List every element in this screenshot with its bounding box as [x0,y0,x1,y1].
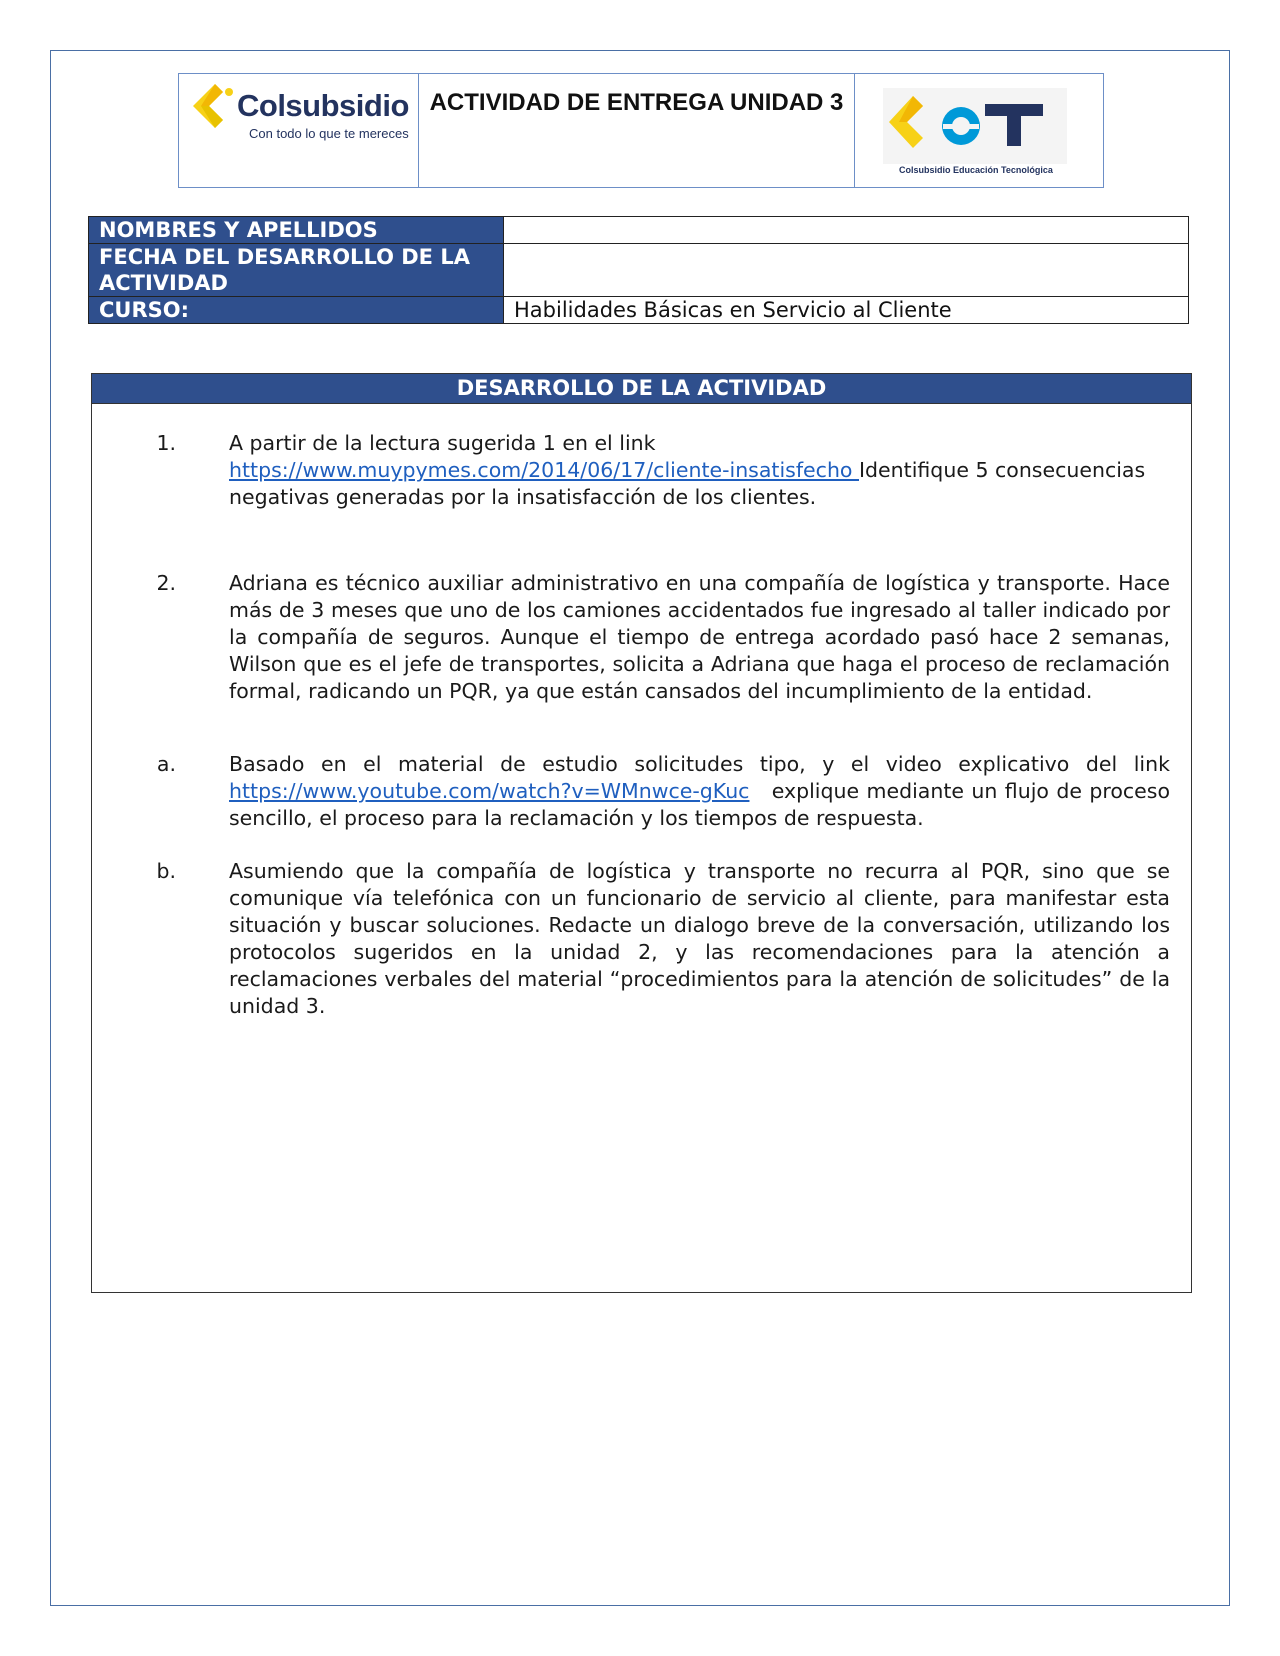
youtube-link[interactable]: https://www.youtube.com/watch?v=WMnwce-gKuc [229,779,750,803]
date-value[interactable] [504,244,1189,297]
item-marker: 2. [156,571,176,595]
cet-logo-mark-icon [883,88,1067,158]
item-marker: a. [156,752,176,776]
item-text: Asumiendo que la compañía de logística y transporte no recurra al PQR, sino que se comunique vía telefónica con un funcionario de servicio al cliente, para manifestar esta situación y buscar soluciones. Redacte un dialogo breve de la conversación, utilizando los protocolos sugeridos en la unidad 2, y las recomendaciones para la atención a reclamaciones verbales del material “procedimientos para la atención de solicitudes” de la unidad 3. [229,859,1170,1018]
list-item [140,858,1170,1020]
cet-logo [883,88,1067,175]
student-info-table [88,216,1189,324]
list-item [140,430,1170,511]
item-text [229,751,1170,832]
muypymes-link[interactable]: https://www.muypymes.com/2014/06/17/cliente-insatisfecho [229,458,859,482]
activity-box [91,373,1192,1293]
cet-logo-cell [855,74,1103,187]
info-row-date [89,244,1189,297]
colsubsidio-logo [189,82,409,141]
colsubsidio-wordmark: Colsubsidio [237,88,409,123]
item-marker: 1. [156,431,176,455]
list-item [140,570,1170,705]
names-value[interactable] [504,217,1189,244]
info-row-names [89,217,1189,244]
document-title: ACTIVIDAD DE ENTREGA UNIDAD 3 [429,89,844,116]
item-text-before: Basado en el material de estudio solicitudes tipo, y el video explicativo del link [229,752,1170,776]
colsubsidio-logo-cell [179,74,419,187]
activity-header: DESARROLLO DE LA ACTIVIDAD [92,374,1191,404]
item-text-before: A partir de la lectura sugerida 1 en el link [229,431,656,455]
header-table [178,73,1104,188]
cet-tagline: Colsubsidio Educación Tecnológica [899,165,1053,175]
list-item [140,751,1170,832]
item-marker: b. [156,859,176,883]
item-text: Adriana es técnico auxiliar administrativo en una compañía de logística y transporte. Hace más de 3 meses que uno de los camiones accidentados fue ingresado al taller indicado por la compañía de seguros. Aunque el tiempo de entrega acordado pasó hace 2 semanas, Wilson que es el jefe de transportes, solicita a Adriana que haga el proceso de reclamación formal, radicando un PQR, ya que están cansados del incumplimiento de la entidad. [229,571,1170,703]
item-text-after: explique mediante un flujo de proceso sencillo, el proceso para la reclamación y los tiempos de respuesta. [229,779,1170,830]
item-text-after: Identifique 5 consecuencias negativas generadas por la insatisfacción de los clientes. [229,458,1146,509]
names-label: NOMBRES Y APELLIDOS [89,217,504,244]
date-label: FECHA DEL DESARROLLO DE LA ACTIVIDAD [89,244,504,297]
course-value: Habilidades Básicas en Servicio al Cliente [504,297,1189,324]
title-cell [419,74,855,187]
item-text [229,430,1170,511]
colsubsidio-mark-icon [189,82,241,130]
course-label: CURSO: [89,297,504,324]
colsubsidio-tagline: Con todo lo que te mereces [249,126,409,141]
info-row-course [89,297,1189,324]
